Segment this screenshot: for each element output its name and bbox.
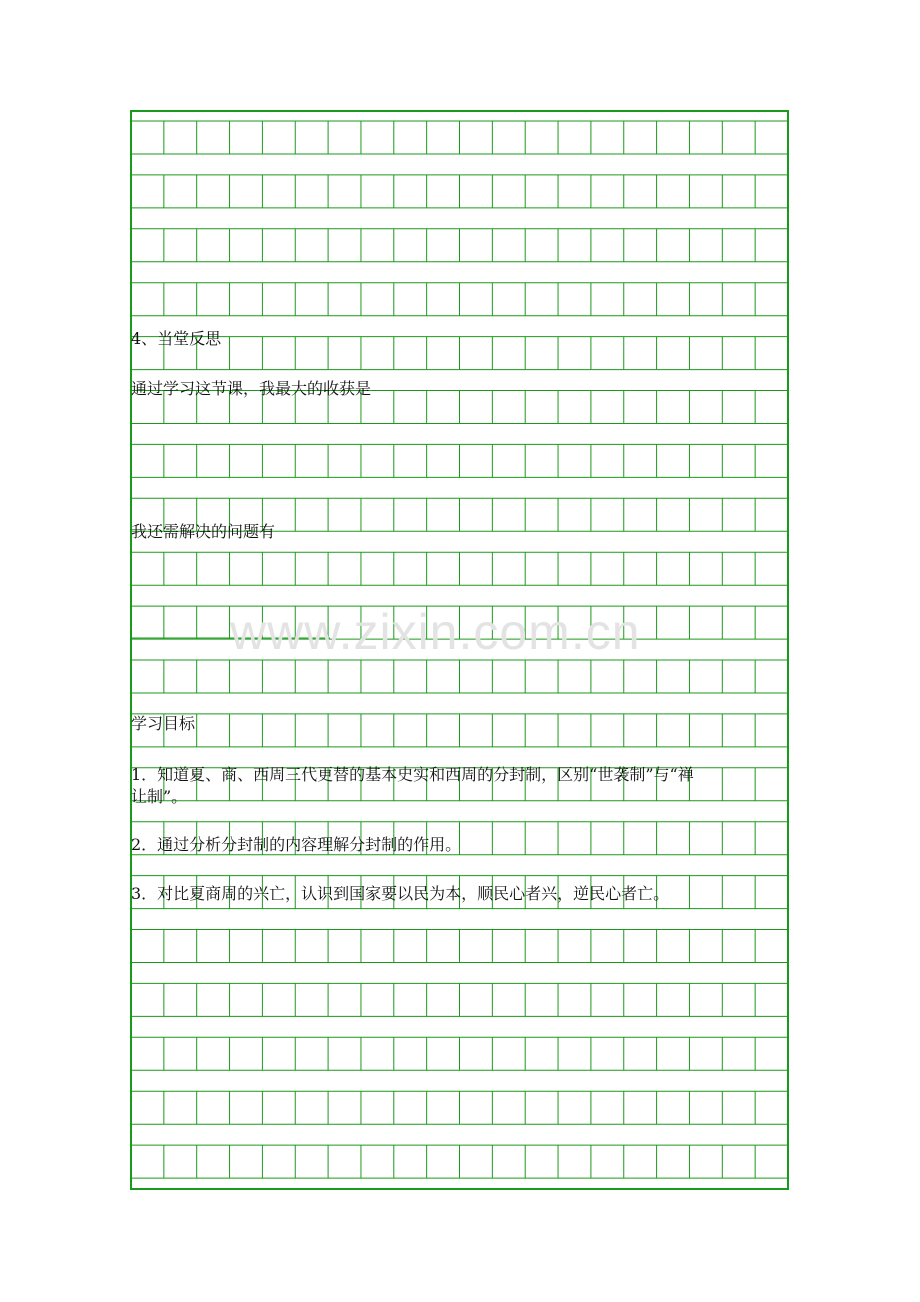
reflection-heading: 4、当堂反思 (131, 329, 222, 348)
goal-item-1-line-2: 让制”。 (131, 787, 188, 806)
goal-item-1-line-1: 1．知道夏、商、西周三代更替的基本史实和西周的分封制，区别“世袭制”与“禅 (131, 765, 694, 784)
goal-item-2: 2．通过分析分封制的内容理解分封制的作用。 (131, 835, 462, 854)
goals-heading: 学习目标 (131, 714, 196, 733)
gain-prompt: 通过学习这节课，我最大的收获是 (131, 379, 372, 398)
watermark: www.zixin.com.cn (230, 604, 641, 660)
goal-item-3: 3．对比夏商周的兴亡，认识到国家要以民为本，顺民心者兴，逆民心者亡。 (131, 884, 670, 903)
problem-prompt: 我还需解决的问题有 (131, 522, 276, 541)
